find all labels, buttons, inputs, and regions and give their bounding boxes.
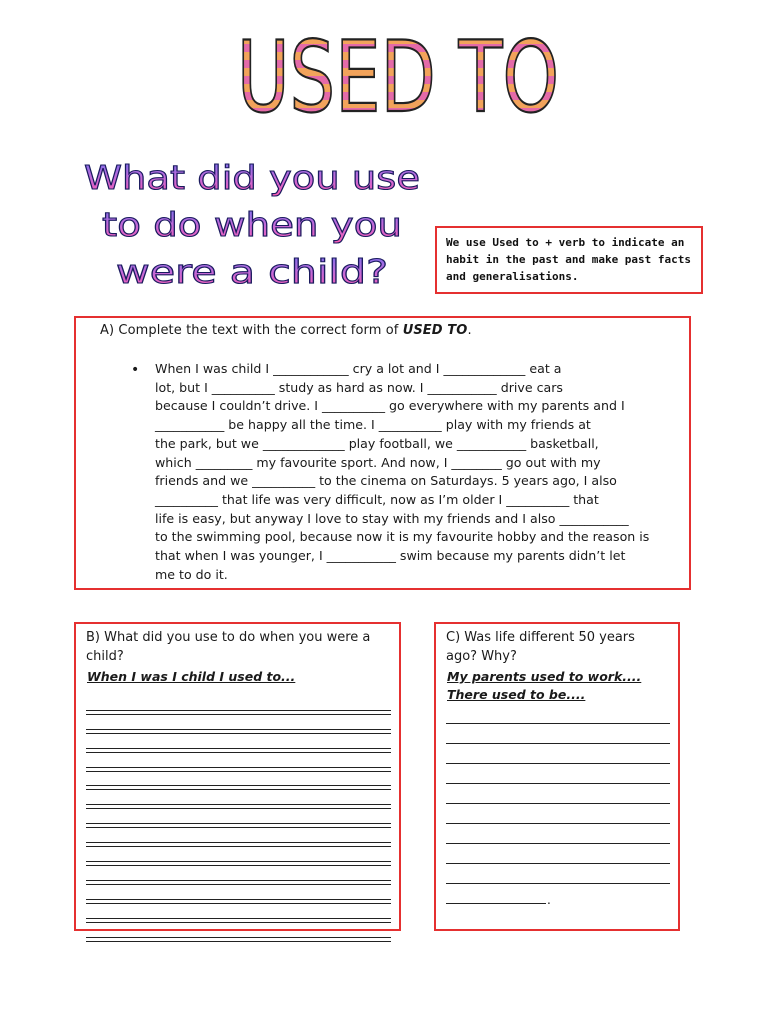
worksheet-title: [0, 28, 768, 128]
writing-line[interactable]: [86, 904, 391, 923]
writing-line[interactable]: [446, 824, 670, 844]
grammar-note-box: [435, 226, 703, 294]
question-line: C) Was life different 50 years: [446, 630, 635, 645]
writing-line[interactable]: [86, 734, 391, 753]
paragraph-line: ___________ be happy all the time. I __________ play with my friends at: [155, 417, 591, 433]
subtitle-line-2: to do when you: [102, 205, 402, 244]
writing-line[interactable]: [86, 696, 391, 715]
instruction-suffix: .: [467, 323, 472, 338]
instruction-emphasis: USED TO: [402, 323, 468, 338]
writing-line[interactable]: [86, 923, 391, 942]
paragraph-line: life is easy, but anyway I love to stay with my friends and I also ___________: [155, 510, 629, 526]
subtitle-line-1: What did you use: [84, 158, 420, 197]
writing-line[interactable]: [446, 844, 670, 864]
writing-line[interactable]: [446, 704, 670, 724]
end-mark: .: [547, 893, 551, 907]
title-text: USED TO: [237, 28, 559, 128]
writing-line[interactable]: [86, 790, 391, 809]
title-graphic: [0, 28, 768, 128]
question-line: B) What did you use to do when you were a: [86, 630, 371, 645]
writing-line[interactable]: [86, 828, 391, 847]
paragraph-line: lot, but I __________ study as hard as now. I ___________ drive cars: [155, 379, 563, 395]
exercise-c-question: [446, 628, 635, 666]
paragraph-line: __________ that life was very difficult, now as I’m older I __________ that: [155, 491, 599, 507]
writing-line[interactable]: [86, 772, 391, 791]
paragraph-line: which _________ my favourite sport. And now, I ________ go out with my: [155, 454, 601, 470]
writing-line[interactable]: [446, 784, 670, 804]
subtitle: [80, 155, 440, 295]
question-line: child?: [86, 649, 124, 664]
exercise-c-prompt-1: My parents used to work....: [447, 669, 642, 684]
subtitle-line-3: were a child?: [116, 252, 388, 291]
writing-line[interactable]: [86, 847, 391, 866]
paragraph-line: friends and we __________ to the cinema on Saturdays. 5 years ago, I also: [155, 473, 617, 489]
exercise-c-prompt-2: There used to be....: [447, 687, 586, 702]
paragraph-line: When I was child I ____________ cry a lot and I _____________ eat a: [155, 361, 562, 376]
paragraph-line: because I couldn’t drive. I __________ go everywhere with my parents and I: [155, 398, 625, 414]
writing-line[interactable]: [86, 715, 391, 734]
writing-line[interactable]: [446, 804, 670, 824]
question-line: ago? Why?: [446, 649, 517, 664]
exercise-b-question: [86, 628, 370, 666]
writing-line[interactable]: [86, 885, 391, 904]
grammar-note-text: We use Used to + verb to indicate an habit in the past and make past facts and generalisations.: [446, 236, 692, 283]
exercise-b-prompt: When I was I child I used to...: [87, 669, 296, 684]
paragraph-line: me to do it.: [155, 566, 228, 582]
exercise-a-instruction: [100, 323, 472, 338]
bullet-dot: •: [131, 362, 140, 378]
writing-line[interactable]: [86, 809, 391, 828]
exercise-a-paragraph: [155, 360, 685, 584]
writing-line[interactable]: [446, 744, 670, 764]
writing-line[interactable]: [446, 864, 670, 884]
exercise-b-box: [74, 622, 401, 931]
writing-line[interactable]: [446, 724, 670, 744]
exercise-c-writing-lines[interactable]: [446, 704, 670, 907]
writing-line[interactable]: [86, 753, 391, 772]
writing-line[interactable]: [86, 866, 391, 885]
exercise-c-box: [434, 622, 680, 931]
writing-line[interactable]: [446, 764, 670, 784]
paragraph-line: to the swimming pool, because now it is my favourite hobby and the reason is: [155, 529, 650, 545]
paragraph-line: the park, but we _____________ play football, we ___________ basketball,: [155, 435, 599, 451]
instruction-prefix: A) Complete the text with the correct form of: [100, 323, 403, 338]
exercise-a-box: [74, 316, 691, 590]
writing-line[interactable]: [446, 884, 551, 907]
paragraph-line: that when I was younger, I ___________ swim because my parents didn’t let: [155, 548, 626, 564]
exercise-b-writing-lines[interactable]: [86, 696, 391, 942]
subtitle-graphic: [80, 155, 440, 295]
